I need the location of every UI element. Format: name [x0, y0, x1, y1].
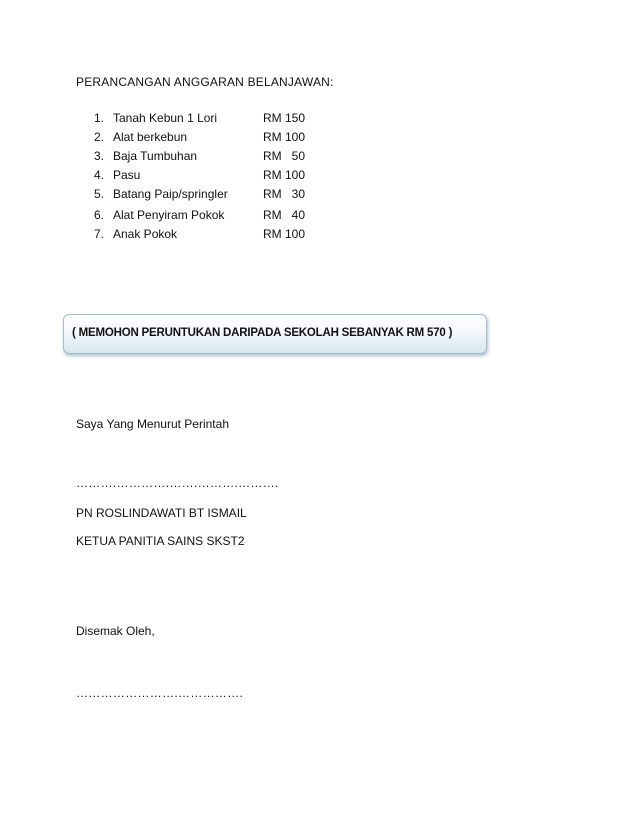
item-name: Batang Paip/springler [113, 187, 228, 201]
item-name: Tanah Kebun 1 Lori [113, 111, 218, 125]
list-item [0, 130, 638, 146]
item-number: 4. [94, 168, 105, 182]
item-number: 1. [94, 111, 105, 125]
list-item [0, 168, 638, 184]
signer-title: KETUA PANITIA SAINS SKST2 [76, 534, 245, 548]
signature-line: ……….………….…….……….………. [76, 476, 279, 490]
item-name: Baja Tumbuhan [113, 149, 198, 163]
item-amount: RM 150 [263, 111, 306, 125]
item-amount: RM 40 [263, 208, 306, 222]
reviewer-signature-line: …………………….……………. [76, 686, 244, 700]
item-name: Pasu [113, 168, 141, 182]
closing-salutation: Saya Yang Menurut Perintah [76, 417, 229, 431]
list-item [0, 227, 638, 243]
request-callout-box [63, 314, 487, 354]
item-number: 7. [94, 227, 105, 241]
item-number: 3. [94, 149, 105, 163]
signer-name: PN ROSLINDAWATI BT ISMAIL [76, 506, 247, 520]
reviewed-by-label: Disemak Oleh, [76, 624, 155, 638]
request-text: ( MEMOHON PERUNTUKAN DARIPADA SEKOLAH SEBANYAK RM 570 ) [72, 327, 453, 339]
list-item [0, 111, 638, 127]
item-number: 6. [94, 208, 105, 222]
item-amount: RM 50 [263, 149, 306, 163]
item-number: 5. [94, 187, 105, 201]
document-heading: PERANCANGAN ANGGARAN BELANJAWAN: [76, 75, 334, 89]
item-number: 2. [94, 130, 105, 144]
item-amount: RM 30 [263, 187, 306, 201]
list-item [0, 149, 638, 165]
list-item [0, 208, 638, 224]
item-name: Anak Pokok [113, 227, 178, 241]
list-item [0, 187, 638, 203]
item-name: Alat Penyiram Pokok [113, 208, 225, 222]
item-amount: RM 100 [263, 227, 306, 241]
item-name: Alat berkebun [113, 130, 188, 144]
item-amount: RM 100 [263, 168, 306, 182]
item-amount: RM 100 [263, 130, 306, 144]
